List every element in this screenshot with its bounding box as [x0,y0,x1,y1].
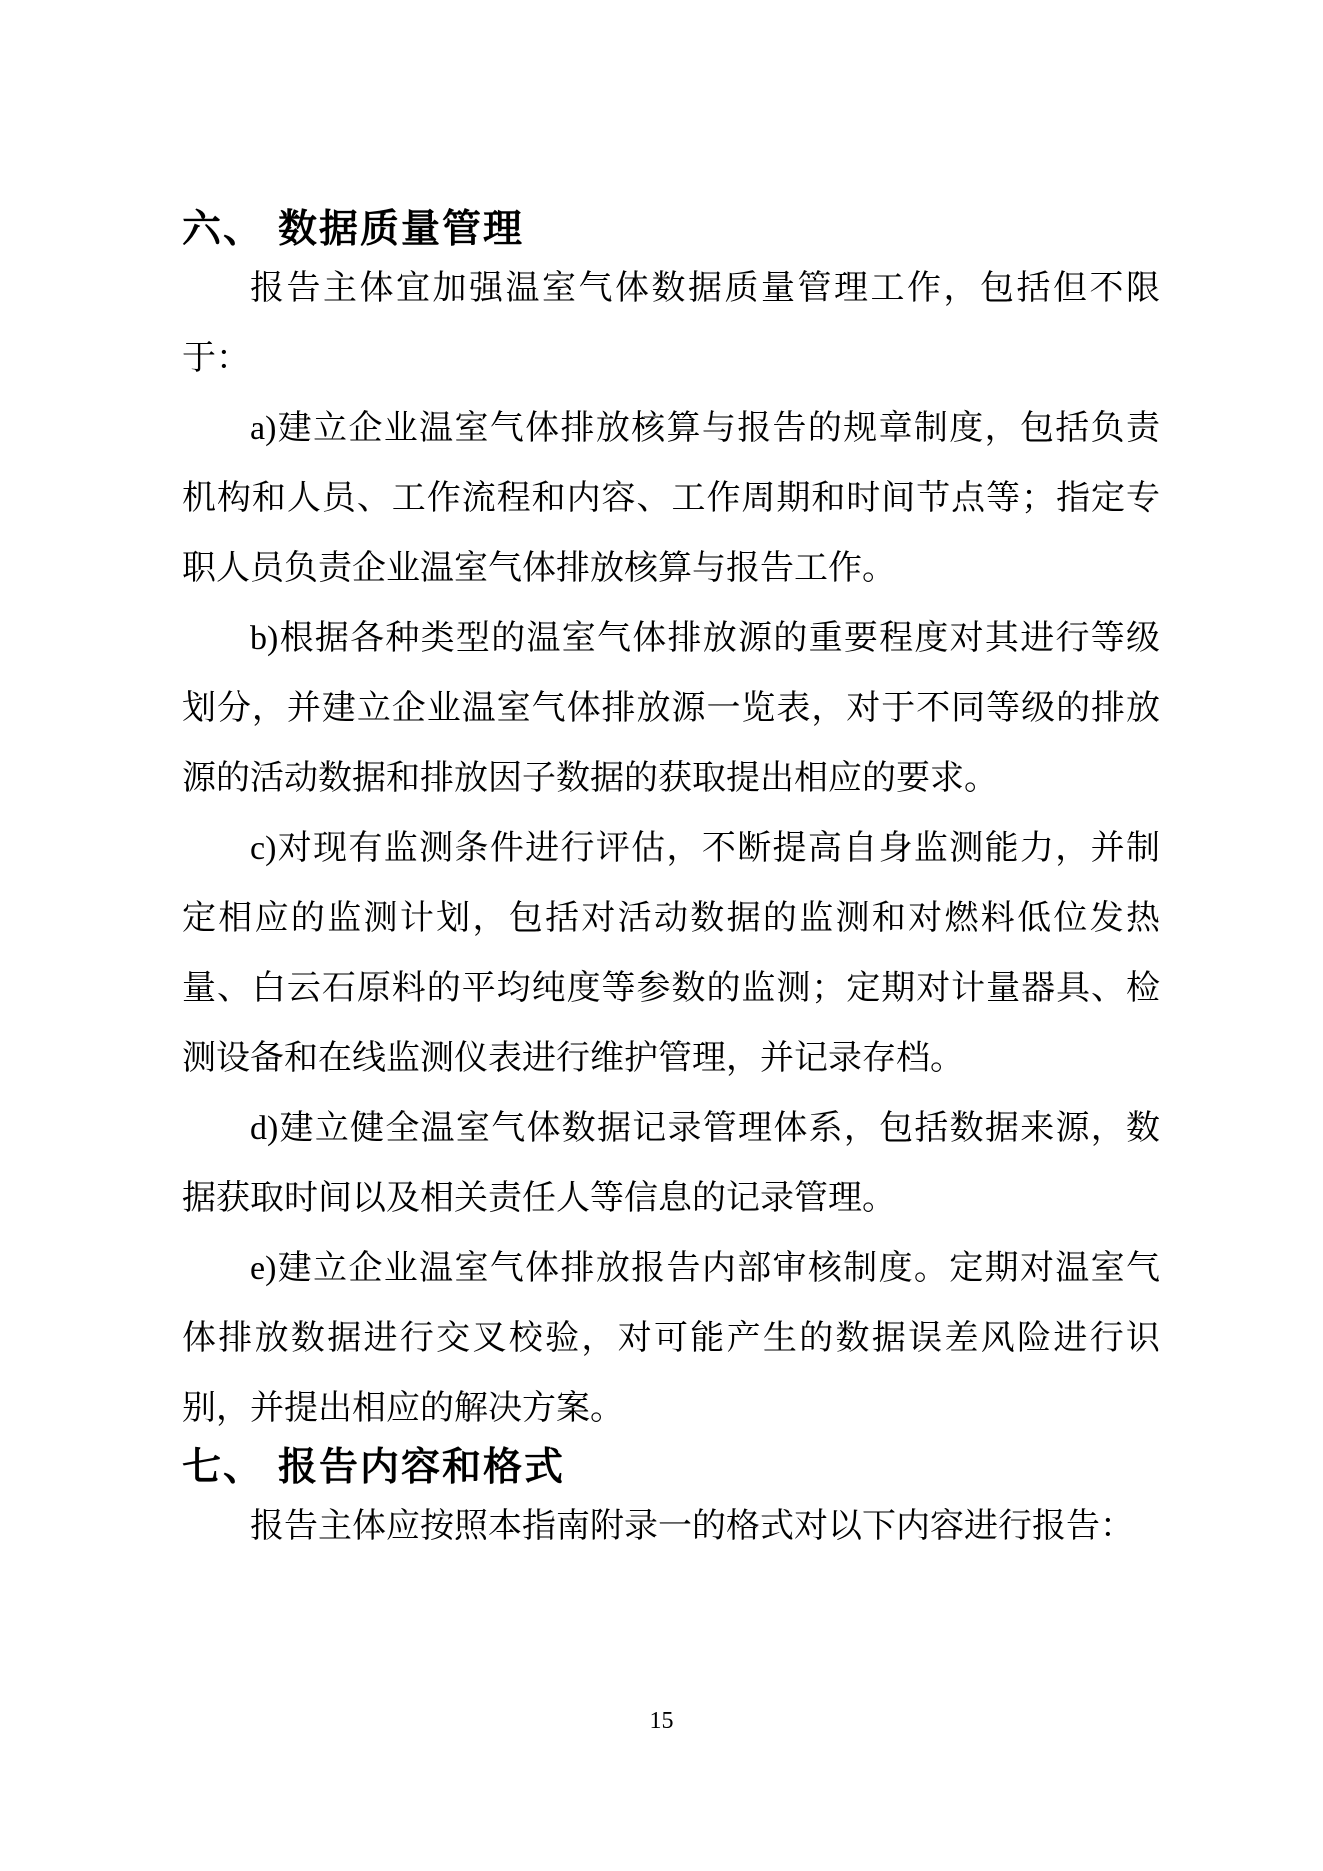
paragraph-item-e: e)建立企业温室气体排放报告内部审核制度。定期对温室气体排放数据进行交叉校验，对可能产生的数据误差风险进行识别，并提出相应的解决方案。 [182,1250,1160,1427]
heading-title: 报告内容和格式 [278,1446,566,1489]
page-number: 15 [649,1708,674,1734]
paragraph-report-format: 报告主体应按照本指南附录一的格式对以下内容进行报告： [250,1508,1134,1545]
paragraph-item-a: a)建立企业温室气体排放核算与报告的规章制度，包括负责机构和人员、工作流程和内容、工作周期和时间节点等；指定专职人员负责企业温室气体排放核算与报告工作。 [182,410,1160,587]
document-content [182,0,1160,1562]
paragraph-item-d: d)建立健全温室气体数据记录管理体系，包括数据来源，数据获取时间以及相关责任人等信息的记录管理。 [182,1110,1160,1217]
heading-number: 七、 [182,1446,265,1489]
paragraph-item-b: b)根据各种类型的温室气体排放源的重要程度对其进行等级划分，并建立企业温室气体排放源一览表，对于不同等级的排放源的活动数据和排放因子数据的获取提出相应的要求。 [182,620,1160,797]
section-heading-6 [182,0,1160,254]
section-heading-7 [182,1444,1160,1492]
paragraph-intro: 报告主体宜加强温室气体数据质量管理工作，包括但不限于： [182,270,1160,377]
paragraph-item-c: c)对现有监测条件进行评估，不断提高自身监测能力，并制定相应的监测计划，包括对活动数据的监测和对燃料低位发热量、白云石原料的平均纯度等参数的监测；定期对计量器具、检测设备和在线监测仪表进行维护管理，并记录存档。 [182,830,1160,1077]
heading-number: 六、 [182,208,265,251]
heading-title: 数据质量管理 [278,208,525,251]
